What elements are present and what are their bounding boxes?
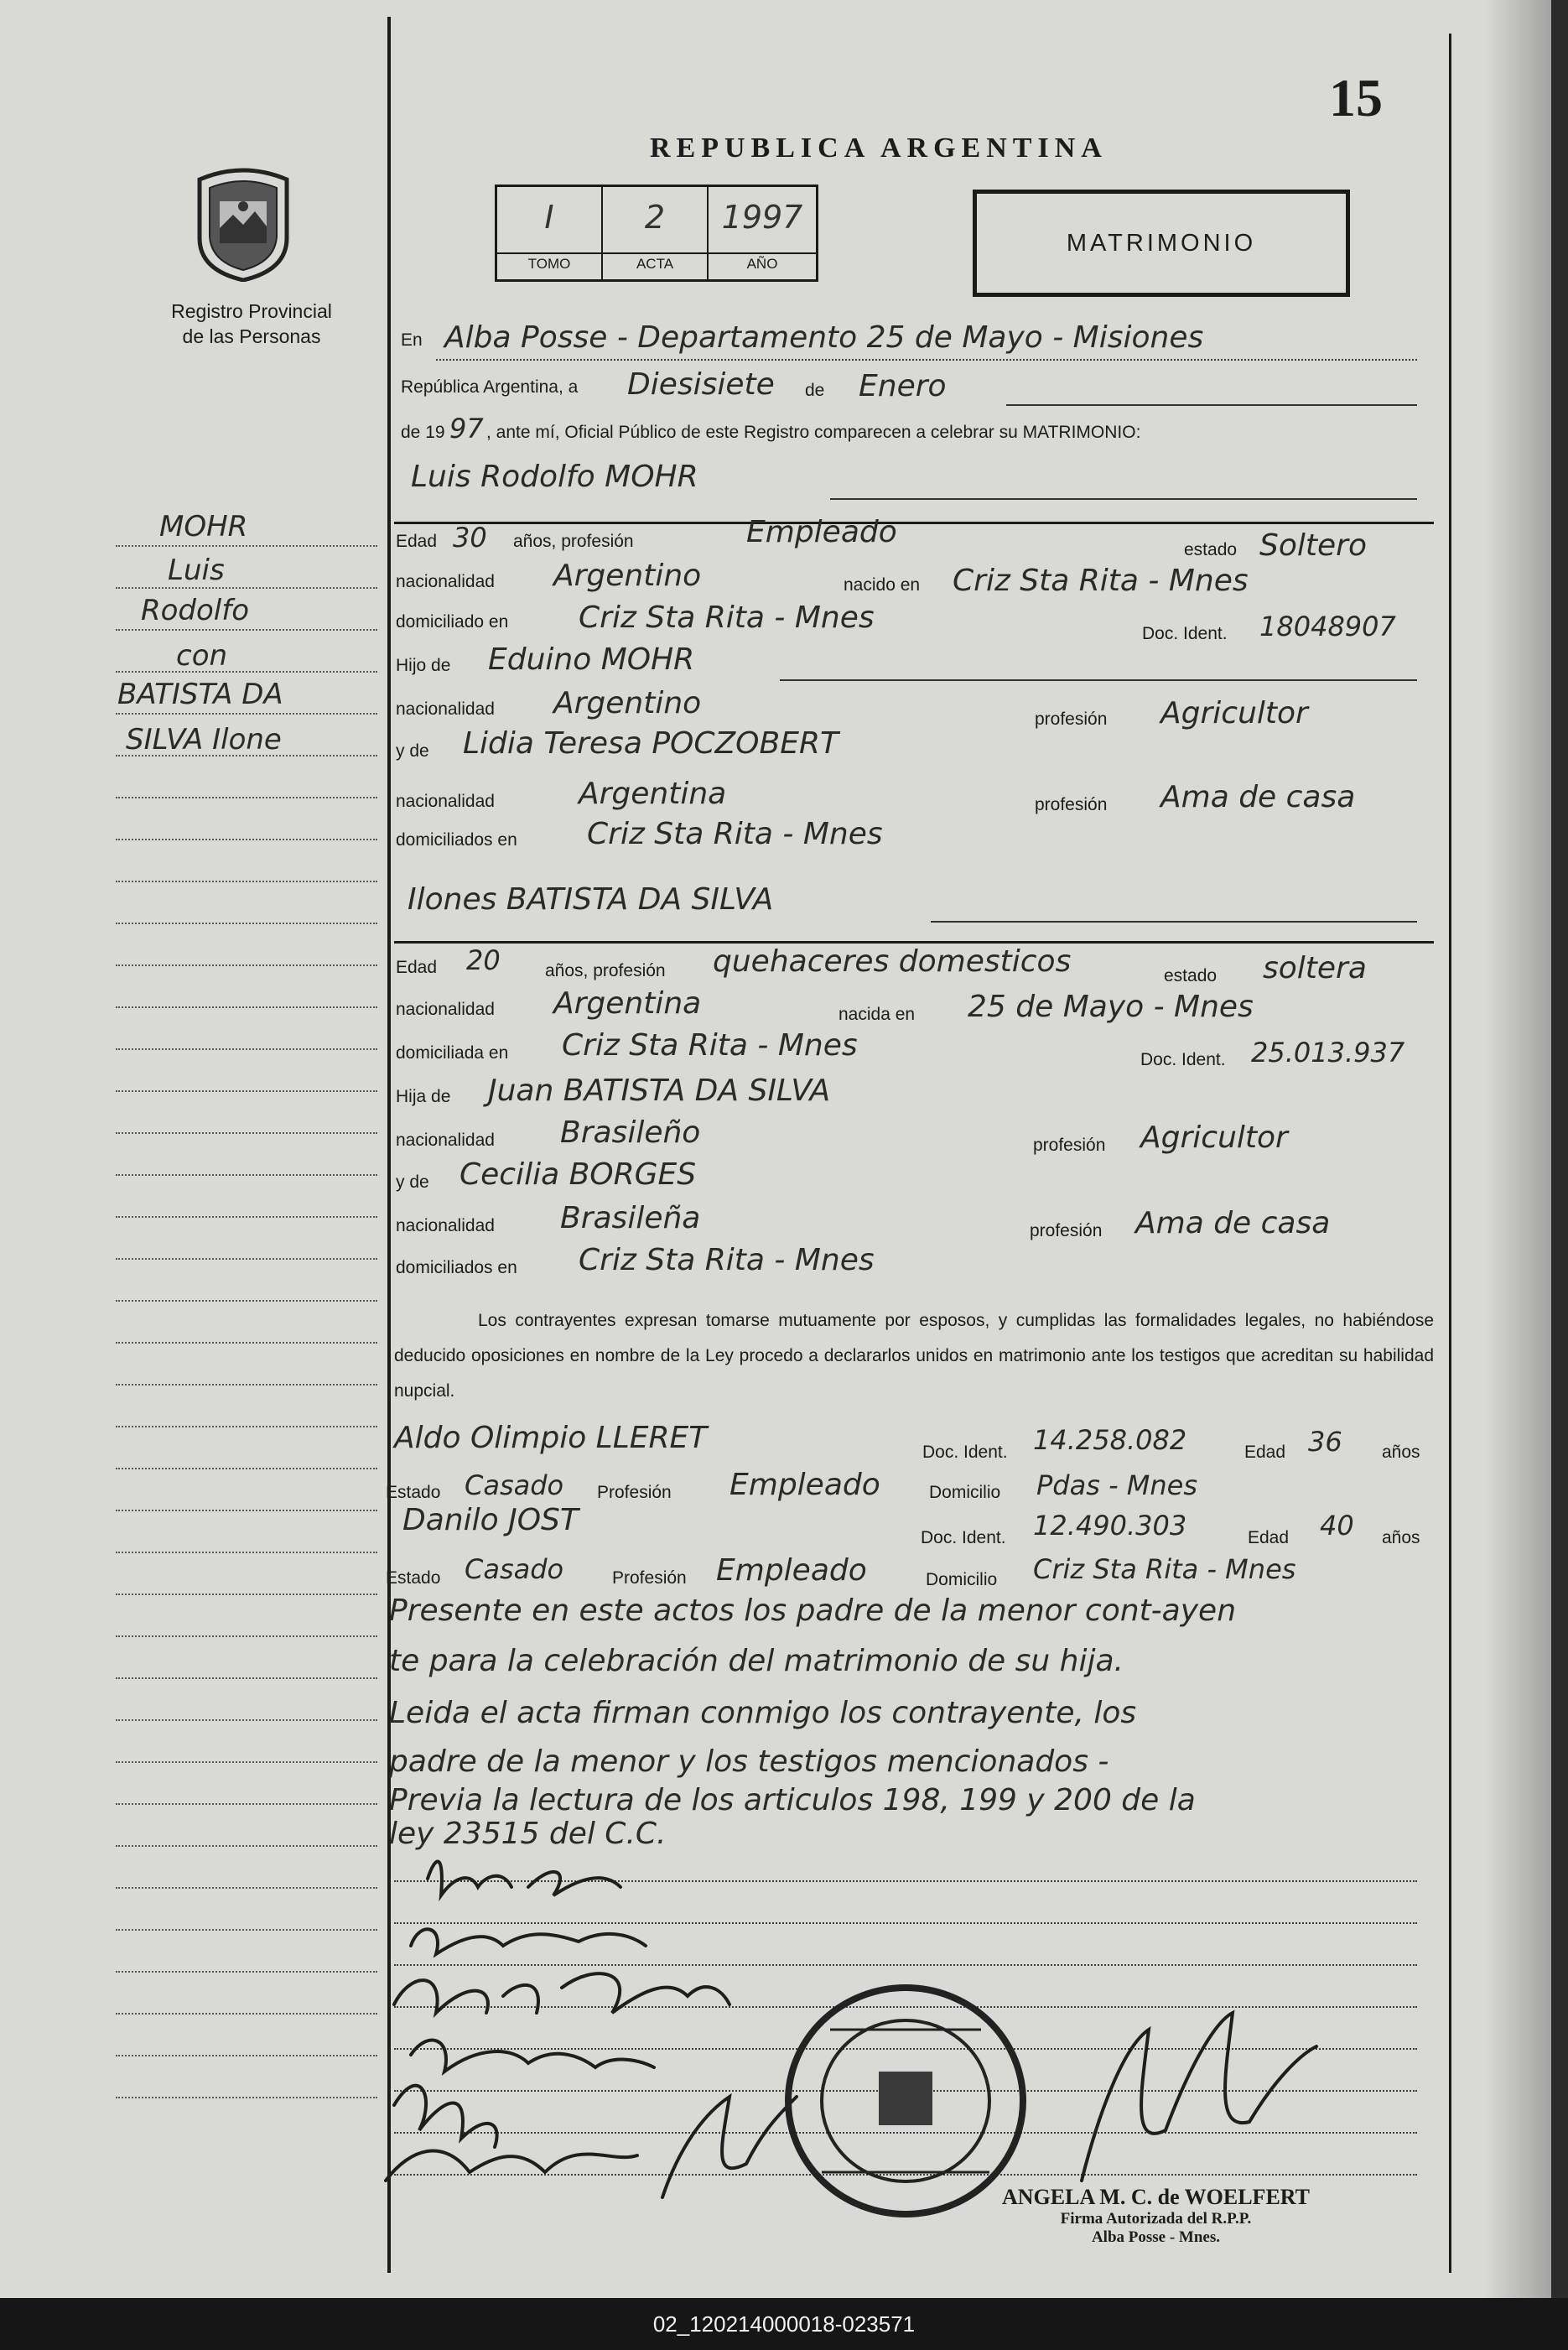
margin-dotted-line <box>116 1635 377 1637</box>
acta-label: ACTA <box>636 256 674 272</box>
official-signature-graphic <box>1048 1996 1333 2197</box>
margin-dotted-line <box>116 545 377 547</box>
bride-mother-label: y de <box>396 1172 429 1192</box>
groom-parents-dom-label: domiciliados en <box>396 830 517 850</box>
groom-mother-nat: Argentina <box>579 777 727 811</box>
anio-label: AÑO <box>746 256 778 272</box>
tomo-value: I <box>544 199 554 236</box>
groom-edad-label: Edad <box>396 532 438 551</box>
margin-dotted-line <box>116 1677 377 1679</box>
month-line <box>1006 404 1417 406</box>
groom-father-label: Hijo de <box>396 656 451 675</box>
groom-birthplace: Criz Sta Rita - Mnes <box>953 564 1249 598</box>
place-value: Alba Posse - Departamento 25 de Mayo - Misiones <box>444 320 1204 355</box>
margin-dotted-line <box>116 1761 377 1763</box>
witness-2-domicilio: Criz Sta Rita - Mnes <box>1033 1553 1296 1585</box>
margin-dotted-line <box>116 1174 377 1176</box>
province-seal-icon <box>191 164 295 282</box>
groom-father: Eduino MOHR <box>488 642 695 677</box>
witness-1-profesion: Empleado <box>729 1468 880 1502</box>
margin-dotted-line <box>116 797 377 798</box>
groom-domicile: Criz Sta Rita - Mnes <box>579 600 875 635</box>
margin-dotted-line <box>116 839 377 840</box>
official-location: Alba Posse - Mnes. <box>1091 2228 1221 2246</box>
note-line: Presente en este actos los padre de la menor cont-ayen <box>389 1594 1237 1628</box>
margin-note-line: Rodolfo <box>141 594 250 627</box>
groom-estado-label: estado <box>1184 540 1238 559</box>
margin-dotted-line <box>116 964 377 966</box>
tomo-acta-box <box>495 185 818 282</box>
groom-mother-nat-label: nacionalidad <box>396 792 495 811</box>
tomo-label: TOMO <box>527 256 571 272</box>
anio-value: 1997 <box>721 199 803 236</box>
margin-dotted-line <box>116 1929 377 1931</box>
margin-dotted-line <box>116 1845 377 1847</box>
witness-2-profesion-label: Profesión <box>612 1568 687 1588</box>
bride-mother-prof-label: profesión <box>1030 1221 1103 1240</box>
witness-1-name: Aldo Olimpio LLERET <box>394 1421 708 1455</box>
acta-divider <box>707 187 709 279</box>
margin-dotted-line <box>116 2097 377 2098</box>
bride-father-label: Hija de <box>396 1087 451 1106</box>
bride-edad-label: Edad <box>396 958 438 977</box>
bride-nac-label: nacionalidad <box>396 1000 495 1019</box>
bride-dom-label: domiciliada en <box>396 1043 509 1063</box>
margin-dotted-line <box>116 1594 377 1595</box>
bride-name: Ilones BATISTA DA SILVA <box>408 882 774 917</box>
witness-2-doc: 12.490.303 <box>1033 1510 1187 1542</box>
margin-dotted-line <box>116 2055 377 2056</box>
margin-note-line: con <box>176 639 228 673</box>
margin-note-line: Luis <box>168 554 225 587</box>
margin-dotted-line <box>116 1384 377 1386</box>
groom-name: Luis Rodolfo MOHR <box>411 460 698 494</box>
acta-cell <box>603 187 707 279</box>
groom-profesion-label: años, profesión <box>513 532 634 551</box>
official-name: ANGELA M. C. de WOELFERT <box>1002 2185 1310 2209</box>
groom-father-nat-label: nacionalidad <box>396 699 495 719</box>
note-line: Leida el acta firman conmigo los contrayente, los <box>389 1696 1137 1730</box>
groom-age: 30 <box>453 522 487 554</box>
bride-profesion-label: años, profesión <box>545 961 666 980</box>
registry-stamp-graphic <box>780 1979 1031 2223</box>
witness-1-edad-label: Edad <box>1244 1443 1286 1462</box>
margin-dotted-line <box>116 1426 377 1427</box>
witness-2-name: Danilo JOST <box>402 1503 579 1537</box>
bride-father-prof-label: profesión <box>1033 1136 1106 1155</box>
margin-dotted-line <box>116 755 377 756</box>
bride-parents-dom: Criz Sta Rita - Mnes <box>579 1243 875 1277</box>
margin-dotted-line <box>116 1887 377 1889</box>
office-name <box>126 299 377 349</box>
groom-profession: Empleado <box>746 515 897 549</box>
official-block <box>1002 2185 1310 2247</box>
note-line: Previa la lectura de los articulos 198, 199 y 200 de la <box>389 1783 1196 1817</box>
bride-separator <box>394 941 1434 944</box>
official-title: Firma Autorizada del R.P.P. <box>1060 2210 1252 2228</box>
margin-dotted-line <box>116 629 377 631</box>
bride-name-line <box>931 921 1417 923</box>
bride-father-nat: Brasileño <box>560 1115 701 1150</box>
margin-dotted-line <box>116 1803 377 1805</box>
en-label: En <box>401 330 423 350</box>
margin-dotted-line <box>116 1300 377 1302</box>
margin-dotted-line <box>116 1006 377 1008</box>
groom-father-prof: Agricultor <box>1160 696 1308 730</box>
bride-mother-nat: Brasileña <box>560 1201 701 1235</box>
groom-dom-label: domiciliado en <box>396 612 509 632</box>
bride-doc: 25.013.937 <box>1251 1037 1405 1068</box>
margin-dotted-line <box>116 1719 377 1721</box>
bride-mother: Cecilia BORGES <box>459 1157 697 1192</box>
witness-2-estado-label: Estado <box>386 1568 441 1588</box>
witness-2-anos-label: años <box>1382 1528 1420 1547</box>
witness-1-doc-label: Doc. Ident. <box>922 1443 1008 1462</box>
margin-dotted-line <box>116 1468 377 1469</box>
margin-dotted-line <box>116 2013 377 2015</box>
margin-dotted-line <box>116 1258 377 1260</box>
acta-value: 2 <box>644 199 666 236</box>
place-line <box>436 359 1417 361</box>
witness-2-profesion: Empleado <box>716 1553 867 1588</box>
witness-2-age: 40 <box>1320 1510 1354 1542</box>
record-type-box: MATRIMONIO <box>973 190 1350 297</box>
groom-mother-prof: Ama de casa <box>1160 780 1356 814</box>
day-value: Diesisiete <box>627 367 775 402</box>
tomo-divider <box>601 187 603 279</box>
bride-father: Juan BATISTA DA SILVA <box>488 1074 831 1108</box>
bride-nationality: Argentina <box>553 986 702 1021</box>
bride-nacida-label: nacida en <box>839 1005 916 1024</box>
groom-father-nat: Argentino <box>553 686 702 720</box>
margin-dotted-line <box>116 1342 377 1344</box>
bride-father-prof: Agricultor <box>1140 1120 1288 1155</box>
note-line: ley 23515 del C.C. <box>389 1817 667 1851</box>
appearance-text: , ante mí, Oficial Público de este Registro comparecen a celebrar su MATRIMONIO: <box>486 423 1141 442</box>
margin-note-line: BATISTA DA <box>117 678 283 711</box>
image-caption: 02_120214000018-023571 <box>0 2298 1568 2350</box>
witness-2-edad-label: Edad <box>1248 1528 1290 1547</box>
groom-mother-label: y de <box>396 741 429 761</box>
margin-dotted-line <box>116 1216 377 1218</box>
bride-father-nat-label: nacionalidad <box>396 1131 495 1150</box>
bride-mother-nat-label: nacionalidad <box>396 1216 495 1235</box>
groom-father-prof-label: profesión <box>1035 710 1108 729</box>
margin-dotted-line <box>116 1971 377 1973</box>
office-line-1: Registro Provincial <box>171 300 332 322</box>
groom-nacido-label: nacido en <box>844 575 921 595</box>
groom-nationality: Argentino <box>553 559 702 593</box>
margin-note-line: MOHR <box>159 510 248 543</box>
margin-dotted-line <box>116 713 377 715</box>
groom-doc: 18048907 <box>1259 611 1396 642</box>
margin-dotted-line <box>116 1090 377 1092</box>
groom-father-line <box>780 679 1417 681</box>
declaration-text: Los contrayentes expresan tomarse mutuamente por esposos, y cumplidas las formalidades legales, no habiéndose deducido oposiciones en nombre de la Ley procedo a declararlos unidos en matrimonio ante los testigos que acreditan su habilidad nupcial. <box>394 1311 1434 1401</box>
margin-dotted-line <box>116 923 377 924</box>
office-line-2: de las Personas <box>182 325 321 347</box>
groom-separator <box>394 522 1434 524</box>
groom-civil-status: Soltero <box>1259 528 1367 563</box>
witness-2-domicilio-label: Domicilio <box>926 1570 998 1589</box>
de-label: de <box>805 381 825 400</box>
month-value: Enero <box>859 369 947 403</box>
groom-name-line <box>830 498 1417 500</box>
witness-1-doc: 14.258.082 <box>1033 1424 1187 1456</box>
witness-1-profesion-label: Profesión <box>597 1483 672 1502</box>
witness-2-doc-label: Doc. Ident. <box>921 1528 1006 1547</box>
witness-1-anos-label: años <box>1382 1443 1420 1462</box>
groom-nac-label: nacionalidad <box>396 572 495 591</box>
bride-domicile: Criz Sta Rita - Mnes <box>562 1028 858 1063</box>
witness-1-domicilio-label: Domicilio <box>929 1483 1001 1502</box>
right-border-line <box>1449 34 1451 2273</box>
groom-parents-dom: Criz Sta Rita - Mnes <box>587 817 883 851</box>
bride-civil-status: soltera <box>1263 951 1367 985</box>
anio-cell <box>709 187 816 279</box>
note-line: te para la celebración del matrimonio de su hija. <box>389 1644 1124 1678</box>
margin-dotted-line <box>116 1132 377 1134</box>
bride-birthplace: 25 de Mayo - Mnes <box>968 990 1254 1024</box>
witness-1-estado-label: Estado <box>386 1483 441 1502</box>
label-divider <box>497 252 816 254</box>
groom-doc-label: Doc. Ident. <box>1142 624 1228 643</box>
witness-2-estado: Casado <box>465 1553 564 1585</box>
margin-dotted-line <box>116 671 377 673</box>
note-line: padre de la menor y los testigos mencionados - <box>389 1744 1109 1779</box>
bride-estado-label: estado <box>1164 966 1218 985</box>
page-edge-shadow <box>1484 0 1551 2298</box>
bride-mother-prof: Ama de casa <box>1135 1206 1331 1240</box>
witness-1-estado: Casado <box>465 1469 564 1501</box>
republic-label: República Argentina, a <box>401 377 579 397</box>
tomo-cell <box>497 187 601 279</box>
witness-1-domicilio: Pdas - Mnes <box>1036 1469 1198 1501</box>
year-value: 97 <box>449 413 484 445</box>
bride-doc-label: Doc. Ident. <box>1140 1050 1226 1069</box>
margin-dotted-line <box>116 1510 377 1511</box>
margin-dotted-line <box>116 1048 377 1050</box>
margin-dotted-line <box>116 587 377 589</box>
bride-age: 20 <box>466 944 501 976</box>
margin-dotted-line <box>116 1552 377 1553</box>
bride-profession: quehaceres domesticos <box>713 944 1072 979</box>
margin-dotted-line <box>116 881 377 882</box>
margin-note-line: SILVA Ilone <box>126 723 282 756</box>
groom-mother: Lidia Teresa POCZOBERT <box>463 726 839 761</box>
bride-parents-dom-label: domiciliados en <box>396 1258 517 1277</box>
sheet-number: 15 <box>1329 68 1383 127</box>
witness-1-age: 36 <box>1308 1426 1342 1458</box>
country-heading: REPUBLICA ARGENTINA <box>650 133 1108 164</box>
groom-mother-prof-label: profesión <box>1035 795 1108 814</box>
year-prefix-label: de 19 <box>401 423 445 442</box>
